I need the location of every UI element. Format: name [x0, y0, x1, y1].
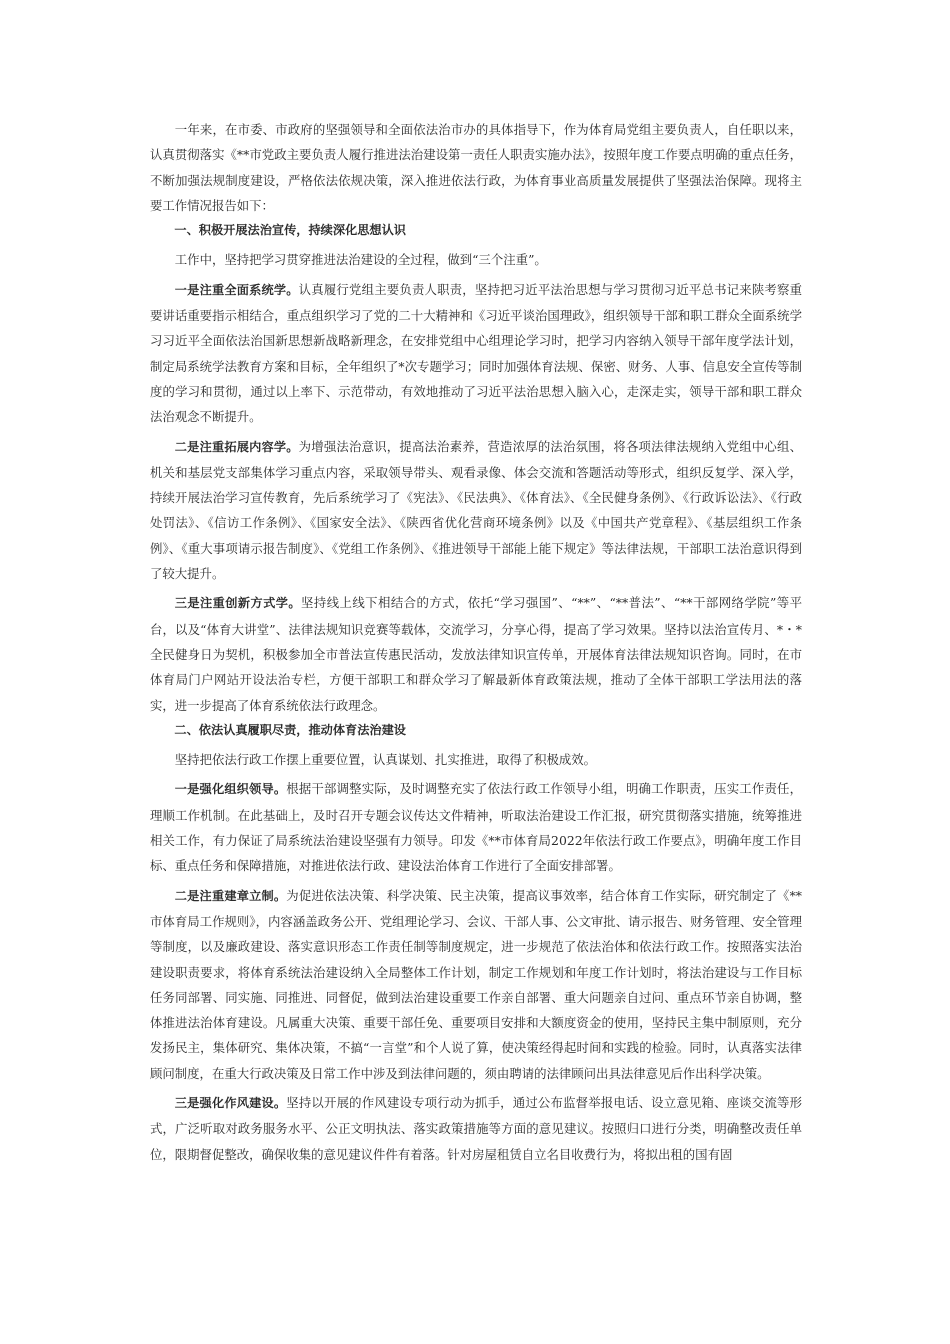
section-summary-1: 工作中，坚持把学习贯穿推进法治建设的全过程，做到“三个注重”。 — [174, 252, 547, 268]
paragraph-lead: 三是注重创新方式学。 — [174, 596, 302, 611]
paragraph-2-2 — [150, 883, 802, 1086]
paragraph-1-1 — [150, 277, 802, 430]
document-body — [150, 117, 802, 1167]
paragraph-lead: 一是注重全面系统学。 — [174, 282, 299, 297]
paragraph-text: 为促进依法决策、科学决策、民主决策，提高议事效率，结合体育工作实际，研究制定了《**市体育局工作规则》，内容涵盖政务公开、党组理论学习、会议、干部人事、公文审批、请示报告、财务管理、安全管理等制度，以及廉政建设、落实意识形态工作责任制等制度规定，进一步规范了依法治体和依法行政工作。按照落实法治建设职责要求，将体育系统法治建设纳入全局整体工作计划，制定工作规划和年度工作计划时，将法治建设与工作目标任务同部署、同实施、同推进、同督促，做到法治建设重要工作亲自部署、重大问题亲自过问、重点环节亲自协调，整体推进法治体育建设。凡属重大决策、重要干部任免、重要项目安排和大额度资金的使用，坚持民主集中制原则，充分发扬民主，集体研究、集体决策，不搞“一言堂”和个人说了算，使决策经得起时间和实践的检验。同时，认真落实法律顾问制度，在重大行政决策及日常工作中涉及到法律问题的，须由聘请的法律顾问出具法律意见后作出科学决策。 — [150, 887, 803, 1081]
paragraph-text: 坚持线上线下相结合的方式，依托“学习强国”、“**”、“**普法”、“**干部网络学院”等平台，以及“体育大讲堂”、法律法规知识竞赛等载体，交流学习，分享心得，提高了学习效果。坚持以法治宣传月、*・*全民健身日为契机，积极参加全市普法宣传惠民活动，发放法律知识宣传单，开展体育法律法规知识咨询。同时，在市体育局门户网站开设法治专栏，方便干部职工和群众学习了解最新体育政策法规，推动了全体干部职工学法用法的落实，进一步提高了体育系统依法行政理念。 — [150, 595, 802, 713]
section-summary-2: 坚持把依法行政工作摆上重要位置，认真谋划、扎实推进，取得了积极成效。 — [174, 752, 597, 768]
paragraph-text: 认真履行党组主要负责人职责，坚持把习近平法治思想与学习贯彻习近平总书记来陕考察重要讲话重要指示相结合，重点组织学习了党的二十大精神和《习近平谈治国理政》，组织领导干部和职工群众全面系统学习习近平全面依法治国新思想新战略新理念，在安排党组中心组理论学习时，把学习内容纳入领导干部年度学法计划，制定局系统学法教育方案和目标，全年组织了*次专题学习；同时加强体育法规、保密、财务、人事、信息安全宣传等制度的学习和贯彻，通过以上率下、示范带动，有效地推动了习近平法治思想入脑入心，走深走实，领导干部和职工群众法治观念不断提升。 — [150, 281, 803, 425]
paragraph-2-3 — [150, 1090, 802, 1167]
paragraph-text: 为增强法治意识，提高法治素养，营造浓厚的法治氛围，将各项法律法规纳入党组中心组、机关和基层党支部集体学习重点内容，采取领导带头、观看录像、体会交流和答题活动等形式，组织反复学、深入学，持续开展法治学习宣传教育，先后系统学习了《宪法》、《民法典》、《体育法》、《全民健身条例》、《行政诉讼法》、《行政处罚法》、《信访工作条例》、《国家安全法》、《陕西省优化营商环境条例》以及《中国共产党章程》、《基层组织工作条例》、《重大事项请示报告制度》、《党组工作条例》、《推进领导干部能上能下规定》等法律法规，干部职工法治意识得到了较大提升。 — [150, 438, 803, 582]
section-heading-1: 一、积极开展法治宣传，持续深化思想认识 — [174, 223, 406, 238]
paragraph-lead: 二是注重建章立制。 — [174, 888, 287, 903]
paragraph-text: 根据干部调整实际，及时调整充实了依法行政工作领导小组，明确工作职责，压实工作责任，理顺工作机制。在此基础上，及时召开专题会议传达文件精神，听取法治建设工作汇报，研究贯彻落实措施，统筹推进相关工作，有力保证了局系统法治建设坚强有力领导。印发《**市体育局2022年依法行政工作要点》，明确年度工作目标、重点任务和保障措施，对推进依法行政、建设法治体育工作进行了全面安排部署。 — [150, 781, 803, 874]
paragraph-lead: 一是强化组织领导。 — [174, 782, 287, 797]
paragraph-1-3 — [150, 590, 802, 717]
paragraph-2-1 — [150, 776, 802, 878]
paragraph-1-2 — [150, 434, 802, 587]
paragraph-lead: 三是强化作风建设。 — [174, 1095, 287, 1110]
paragraph-text: 坚持以开展的作风建设专项行动为抓手，通过公布监督举报电话、设立意见箱、座谈交流等形式，广泛听取对政务服务水平、公正文明执法、落实政策措施等方面的意见建议。按照归口进行分类，明确整改责任单位，限期督促整改，确保收集的意见建议件件有着落。针对房屋租赁自立名目收费行为，将拟出租的国有固 — [150, 1094, 803, 1162]
intro-paragraph: 一年来，在市委、市政府的坚强领导和全面依法治市办的具体指导下，作为体育局党组主要负责人，自任职以来，认真贯彻落实《**市党政主要负责人履行推进法治建设第一责任人职责实施办法》，按照年度工作要点明确的重点任务，不断加强法规制度建设，严格依法依规决策，深入推进依法行政，为体育事业高质量发展提供了坚强法治保障。现将主要工作情况报告如下： — [150, 122, 802, 213]
paragraph-lead: 二是注重拓展内容学。 — [174, 439, 299, 454]
section-heading-2: 二、依法认真履职尽责，推动体育法治建设 — [174, 722, 406, 737]
